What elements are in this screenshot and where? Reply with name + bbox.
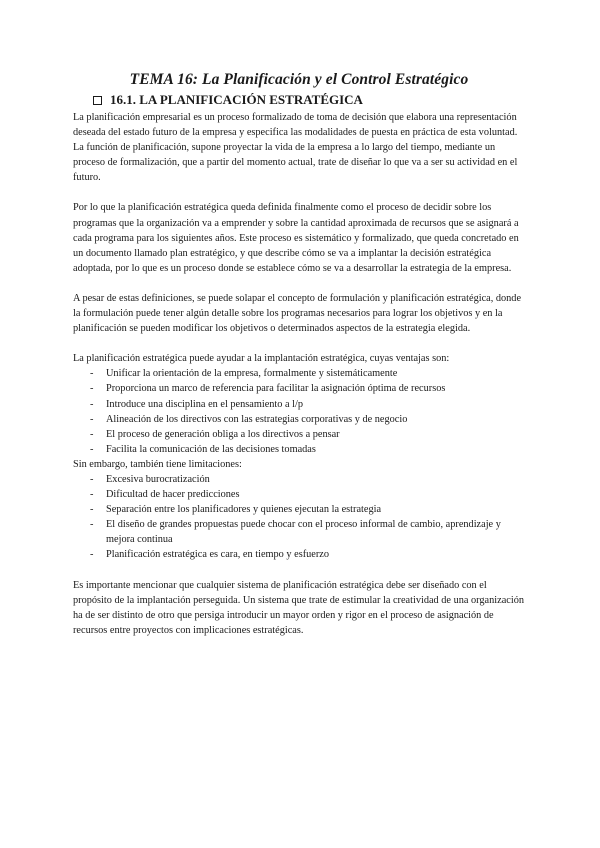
paragraph-function: La función de planificación, supone proyectar la vida de la empresa a lo largo del tiempo, mediante un proceso de formalización, que a partir del momento actual, trate de diseñar lo que va a ser su actividad en el futuro. (73, 142, 518, 184)
advantages-intro: La planificación estratégica puede ayudar a la implantación estratégica, cuyas ventajas son: (73, 353, 450, 365)
document-page (73, 71, 525, 638)
paragraph-strategic-planning: Por lo que la planificación estratégica queda definida finalmente como el proceso de decidir sobre los programas que la organización va a emprender y sobre la cantidad aproximada de recursos que se asignará a cada programa para los siguientes años. Este proceso es sistemático y formalizado, que queda concretado en un documento llamado plan estratégico, y que describe cómo se va a implantar la decisión estratégica adoptada, por lo que es un proceso donde se establece cómo se va a desarrollar la estrategia de la empresa. (73, 202, 519, 274)
spacer (73, 336, 525, 351)
list-item: - Planificación estratégica es cara, en tiempo y esfuerzo (73, 547, 525, 562)
list-item: - Facilita la comunicación de las decisiones tomadas (73, 442, 525, 457)
list-item: - Separación entre los planificadores y quienes ejecutan la estrategia (73, 502, 525, 517)
checkbox-bullet-icon (93, 96, 102, 105)
list-item: - Dificultad de hacer predicciones (73, 487, 525, 502)
list-item: - Proporciona un marco de referencia para facilitar la asignación óptima de recursos (73, 381, 525, 396)
limitations-list (73, 472, 525, 563)
list-item: - El proceso de generación obliga a los directivos a pensar (73, 427, 525, 442)
section-heading-text: 16.1. LA PLANIFICACIÓN ESTRATÉGICA (110, 92, 363, 107)
list-item: - Unificar la orientación de la empresa, formalmente y sistemáticamente (73, 366, 525, 381)
list-item: - Introduce una disciplina en el pensamiento a l/p (73, 397, 525, 412)
advantages-list (73, 366, 525, 457)
paragraph-conclusion: Es importante mencionar que cualquier sistema de planificación estratégica debe ser diseñado con el propósito de la implantación perseguida. Un sistema que trate de estimular la creatividad de una organización ha de ser distinto de otro que persiga introducir un mayor orden y rigor en el proceso de asignación de recursos entre proyectos con implicaciones estratégicas. (73, 579, 525, 636)
paragraph-overlap: A pesar de estas definiciones, se puede solapar el concepto de formulación y planificación estratégica, donde la formulación puede tener algún detalle sobre los programas necesarios para lograr los objetivos y en la planificación se pueden modificar los objetivos o determinados aspectos de la estrategia elegida. (73, 292, 522, 335)
list-item: - Excesiva burocratización (73, 472, 525, 487)
spacer (73, 185, 525, 200)
list-item: - Alineación de los directivos con las estrategias corporativas y de negocio (73, 412, 525, 427)
limitations-intro: Sin embargo, también tiene limitaciones: (73, 458, 242, 470)
list-item: - El diseño de grandes propuestas puede chocar con el proceso informal de cambio, aprendizaje y mejora continua (73, 517, 525, 547)
spacer (73, 563, 525, 578)
section-heading (93, 92, 525, 108)
spacer (73, 276, 525, 291)
document-title: TEMA 16: La Planificación y el Control Estratégico (129, 71, 469, 88)
paragraph-definition: La planificación empresarial es un proceso formalizado de toma de decisión que elabora una representación deseada del estado futuro de la empresa y especifica las modalidades de puesta en práctica de esta voluntad. (73, 112, 518, 139)
